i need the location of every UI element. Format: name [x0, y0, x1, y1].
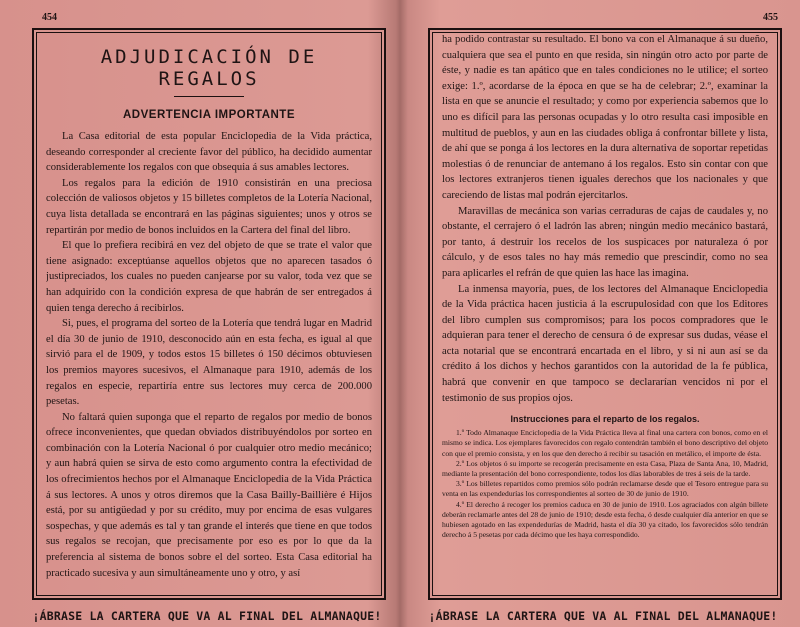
text-block [442, 32, 768, 594]
page-footer: ¡ÁBRASE LA CARTERA QUE VA AL FINAL DEL ALMANAQUE! [428, 609, 778, 623]
instruction-item: 1.º Todo Almanaque Enciclopedia de la Vida Práctica lleva al final una cartera con bonos, como en el mismo se indica. Los ejemplares favorecidos con regalo contendrán también el bono descriptivo del objeto con que el premio consista, y en los que den derecho á recibir su tasación en metálico, el importe de ésta. [442, 428, 768, 458]
text-frame [32, 28, 386, 600]
instruction-item: 2.º Los objetos ó su importe se recogerán precisamente en esta Casa, Plaza de Santa Ana, 10, Madrid, mediante la presentación del bono correspondiente, todos los días laborables de tres á seis de la tarde. [442, 458, 768, 479]
paragraph: Si, pues, el programa del sorteo de la Lotería que tendrá lugar en Madrid el día 30 de junio de 1910, desconocido aún en esta fecha, es igual al que sirvió para el de 1909, y todos estos 15 billetes ó 150 décimos obtuviesen los premios mayores sucesivos, el Almanaque para 1910, además de los regalos en especie, repartiría entre sus lectores muy cerca de 200.000 pesetas. [46, 318, 372, 408]
paragraph: Maravillas de mecánica son varias cerraduras de cajas de caudales y, no obstante, el cerrajero ó el ladrón las abren; ningún medio mecánico bastará, por tanto, á destruir los recelos de los suspicaces por naturaleza ó por cálculo, y de esos tales no hay más remedio que prescindir, como no sea para aplicarles el refrán de que quien las hace las imagina. [442, 205, 768, 279]
paragraph: No faltará quien suponga que el reparto de regalos por medio de bonos ofrece inconvenientes, que quedan obviados distribuyéndolos por sorteo en combinación con la Lotería Nacional ó por cualquier otro medio mecánico; y aun habrá quien se sirva de esto como argumento contra la efectividad de los ofrecimientos hechos por el Almanaque Enciclopedia de la Vida Práctica á sus lectores. A unos y otros diremos que la Casa Bailly-Baillière é Hijos está, por su antigüedad y por su crédito, muy por encima de esas vulgares sospechas, y que además es tal y tan grande el interés que tiene en que todos sus regalos se recojan, que precisamente por eso es por lo que da la preferencia al sistema de bonos sobre el del sorteo. Esta Casa editorial ha practicado sucesiva y aun simultáneamente uno y otro, y así [46, 411, 372, 579]
paragraph: La Casa editorial de esta popular Enciclopedia de la Vida práctica, deseando corresponder al creciente favor del público, ha decidido aumentar considerablemente los regalos con que obsequia á sus amables lectores. [46, 131, 372, 174]
page-footer: ¡ÁBRASE LA CARTERA QUE VA AL FINAL DEL ALMANAQUE! [32, 609, 382, 623]
right-page [402, 0, 800, 627]
text-frame [428, 28, 782, 600]
left-page [0, 0, 398, 627]
page-title: ADJUDICACIÓN DE REGALOS [100, 46, 318, 90]
instructions-title: Instrucciones para el reparto de los regalos. [510, 414, 700, 425]
paragraph: ha podido contrastar su resultado. El bono va con el Almanaque á su dueño, cualquiera que sea el punto en que resida, sin ningún otro acto por parte de éste, y nadie es tan apático que en tales condiciones no le utilice; el sorteo exige: 1.º, acordarse de la época en que se ha de celebrar; 2.º, examinar la lista en que se anuncie el resultado; y como por experiencia sabemos que lo uno es difícil para las personas ocupadas y lo otro resulta casi imposible en multitud de pueblos, y aun en las ciudades obliga á confrontar billete y lista, de ahí que se ponga á los lectores en la dura alternativa de soportar repetidas molestias ó de renunciar de antemano á los regalos. Esto sin contar con que los lectores extranjeros tienen iguales derechos que los nacionales y que careciendo de listas mal podrán ejercitarlos. [442, 34, 768, 201]
page-number: 454 [42, 12, 57, 23]
section-subtitle: ADVERTENCIA IMPORTANTE [123, 109, 295, 121]
page-number: 455 [763, 12, 778, 23]
instruction-item: 4.º El derecho á recoger los premios caduca en 30 de junio de 1910. Los agraciados con algún billete deberán reclamarle antes del 28 de junio de 1910; desde esta fecha, ó desde cualquier día anterior en que se hubiesen agotado en las expendedurías de Madrid, hasta el día 30 ya citado, los favorecidos sólo tendrán derecho á 5 pesetas por cada décimo que les haya correspondido. [442, 499, 768, 540]
paragraph: La inmensa mayoría, pues, de los lectores del Almanaque Enciclopedia de la Vida práctica hacen justicia á la escrupulosidad con que los Editores del libro cumplen sus compromisos; para los pocos compradores que le adquieran para tener el derecho de censura ó de expresar sus dudas, véase el acta notarial que se encontrará encartada en el libro, y si ni aun así se da crédito á los dichos y hechos garantidos con la autoridad de la fe pública, habrá que convenir en que tampoco se declararían vencidos ni por el testimonio de sus propios ojos. [442, 283, 768, 404]
text-block [46, 36, 372, 594]
paragraph: El que lo prefiera recibirá en vez del objeto de que se trate el valor que tiene asignado: exceptúanse aquellos objetos que no aparecen tasados ó justipreciados, los cuales no pueden canjearse por su valor, toda vez que se han adquirido con la condición expresa de que habrán de ser entregados á quien tenga derecho á recibirlos. [46, 240, 372, 314]
paragraph: Los regalos para la edición de 1910 consistirán en una preciosa colección de valiosos objetos y 15 billetes completos de la Lotería Nacional, cuya lista detallada se encontrará en las páginas siguientes; unos y otros se repartirán por medio de bonos incluidos en la Cartera del final del libro. [46, 177, 372, 236]
instruction-item: 3.º Los billetes repartidos como premios sólo podrán reclamarse desde que el Tesoro entregue para su venta en las expendedurías los correspondientes al sorteo de 30 de junio de 1910. [442, 479, 768, 499]
title-rule [174, 96, 244, 97]
